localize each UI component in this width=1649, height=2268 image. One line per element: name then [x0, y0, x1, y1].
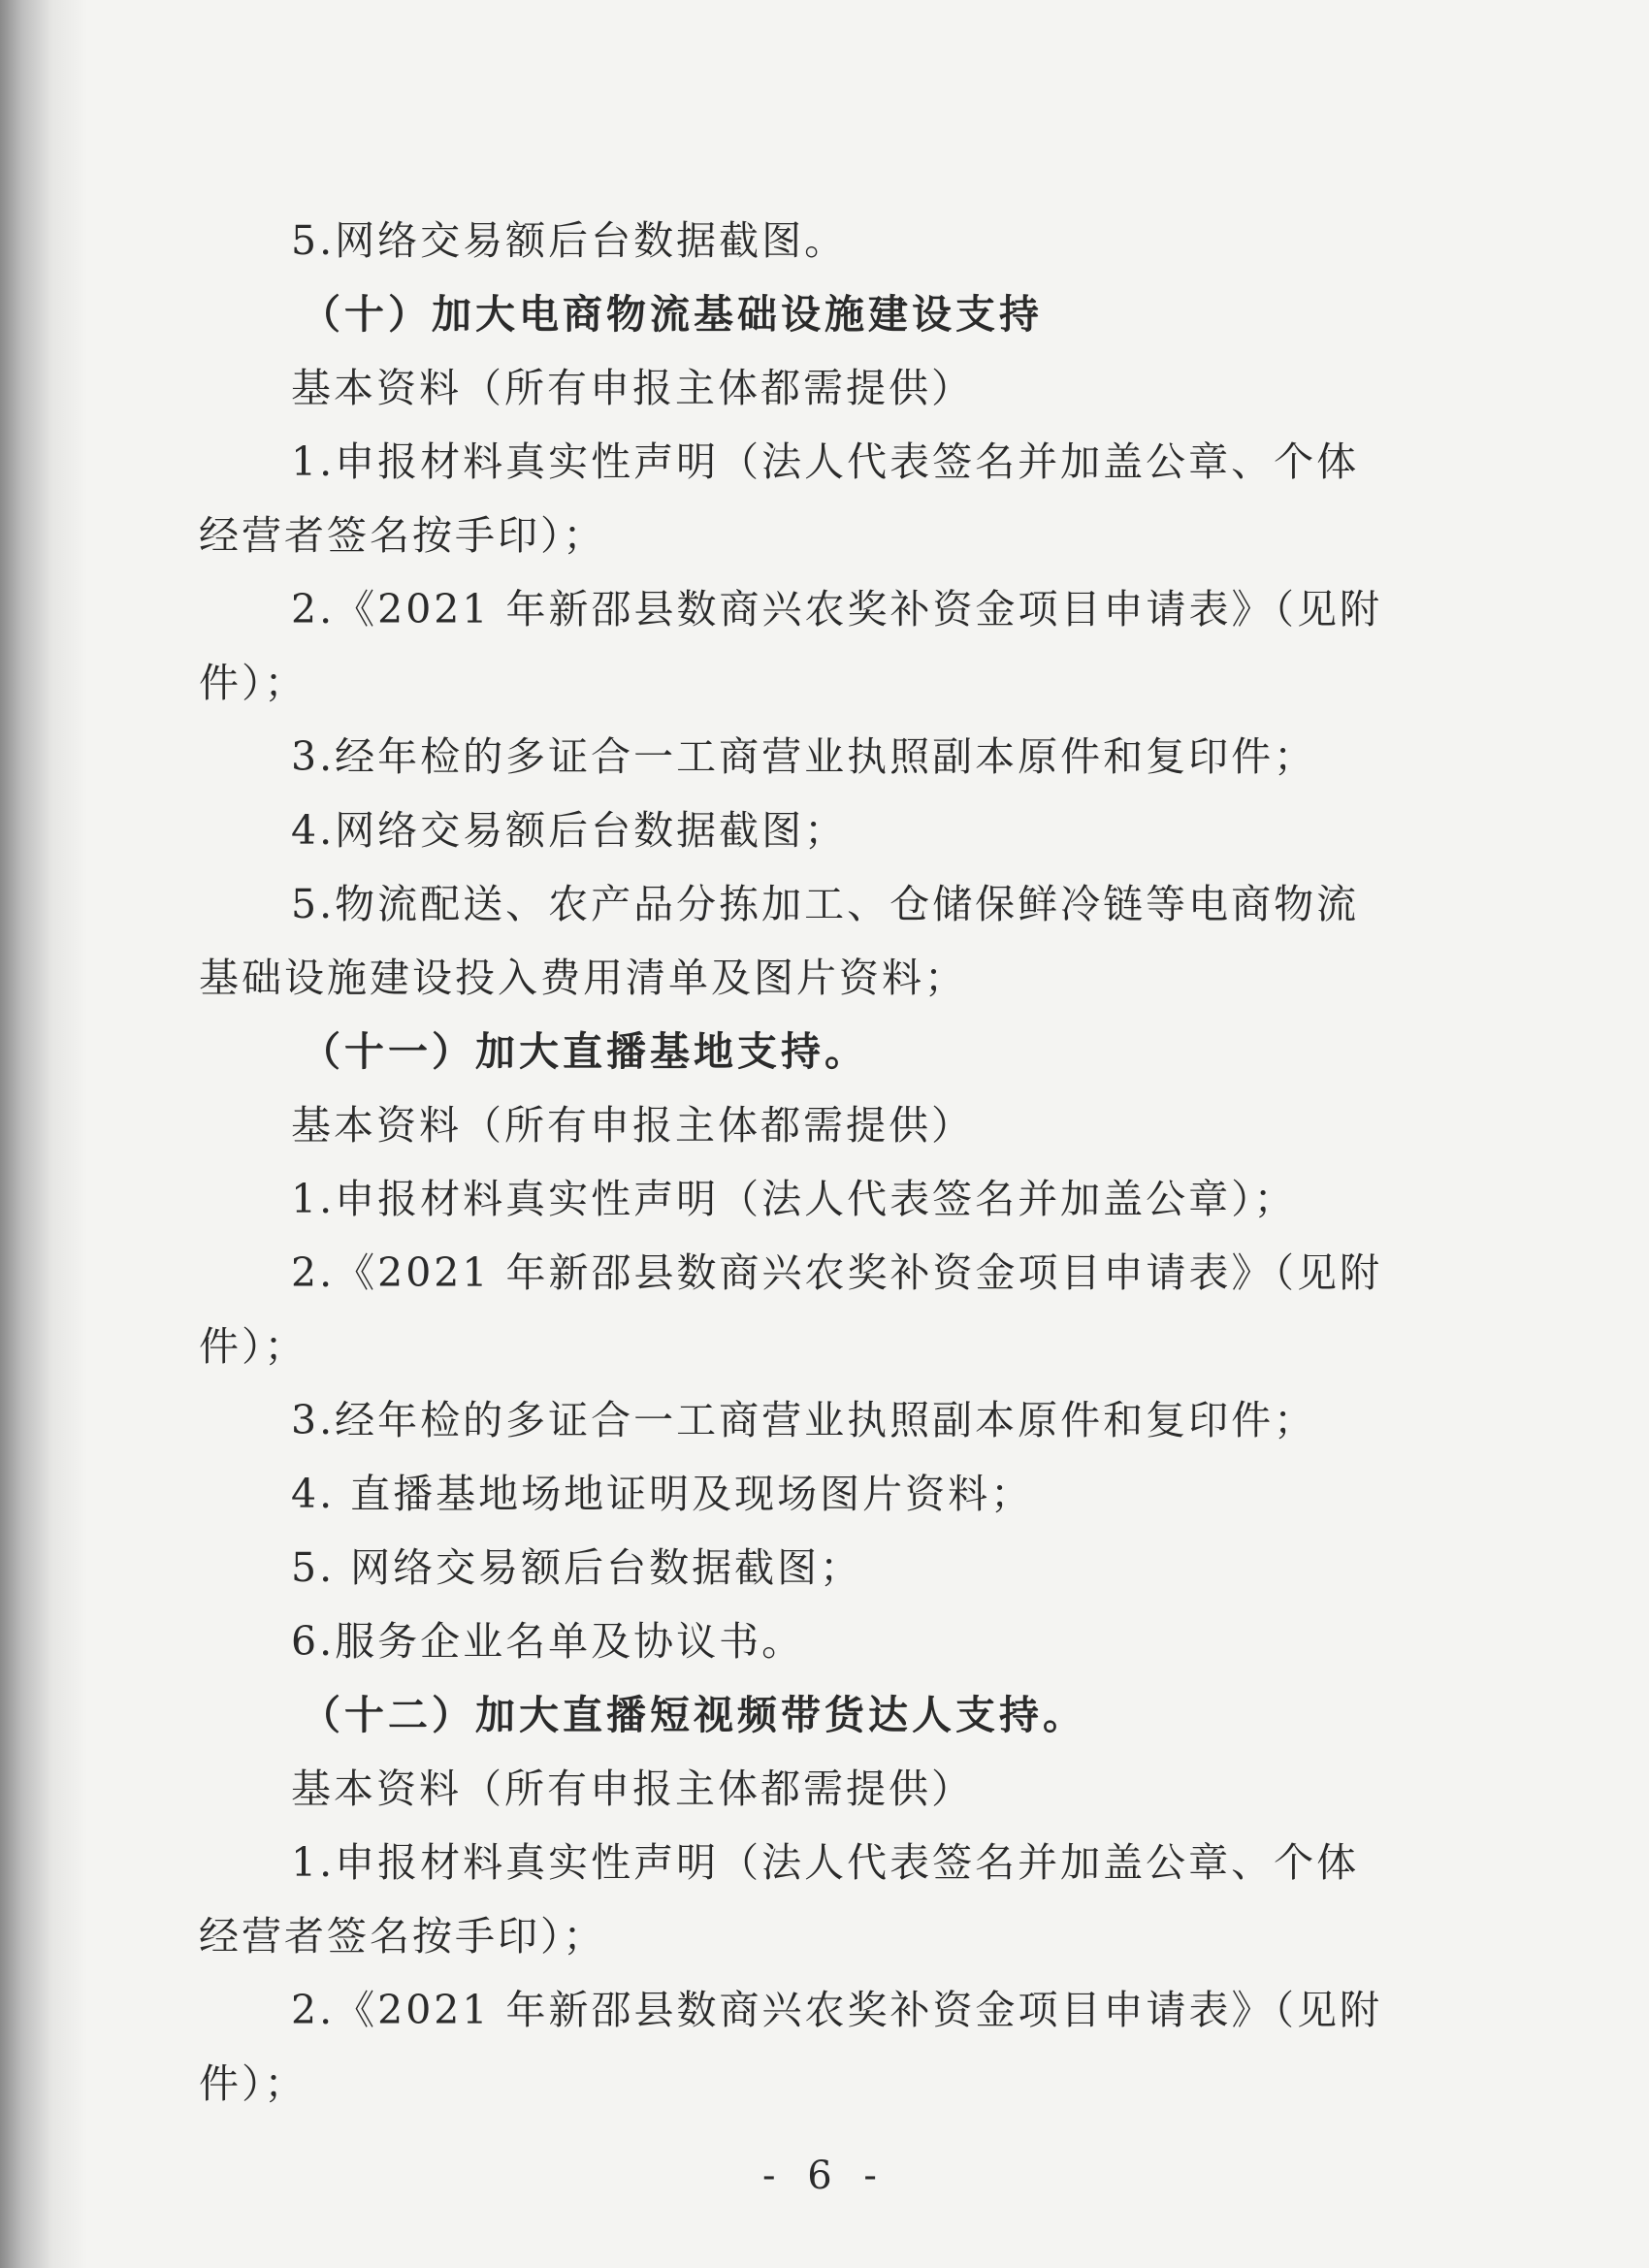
text-line: 经营者签名按手印）；	[199, 512, 606, 559]
text-line: 基础设施建设投入费用清单及图片资料；	[199, 955, 967, 1001]
text-line: 2.《2021 年新邵县数商兴农奖补资金项目申请表》（见附	[291, 1987, 1382, 2033]
section-heading: （十）加大电商物流基础设施建设支持	[301, 291, 1043, 338]
text-line: 5.物流配送、农产品分拣加工、仓储保鲜冷链等电商物流	[291, 881, 1360, 927]
text-line: 2.《2021 年新邵县数商兴农奖补资金项目申请表》（见附	[291, 586, 1382, 632]
text-line: 1.申报材料真实性声明（法人代表签名并加盖公章）；	[291, 1176, 1297, 1222]
text-line: 4.网络交易额后台数据截图；	[291, 807, 848, 854]
text-line: 件）；	[199, 2060, 307, 2107]
text-line: 基本资料（所有申报主体都需提供）	[291, 365, 974, 411]
text-line: 3.经年检的多证合一工商营业执照副本原件和复印件；	[291, 733, 1317, 780]
text-line: 5. 网络交易额后台数据截图；	[291, 1544, 863, 1591]
section-heading: （十二）加大直播短视频带货达人支持。	[301, 1692, 1086, 1738]
text-line: 基本资料（所有申报主体都需提供）	[291, 1102, 974, 1149]
text-line: 件）；	[199, 660, 307, 706]
text-line: 6.服务企业名单及协议书。	[291, 1618, 805, 1665]
document-body	[199, 204, 1392, 2121]
text-line: 2.《2021 年新邵县数商兴农奖补资金项目申请表》（见附	[291, 1249, 1382, 1296]
text-line: 1.申报材料真实性声明（法人代表签名并加盖公章、个体	[291, 438, 1360, 485]
page-number: - 6 -	[762, 2154, 887, 2198]
scan-shadow-edge	[0, 0, 87, 2268]
text-line: 4. 直播基地场地证明及现场图片资料；	[291, 1471, 1034, 1517]
text-line: 3.经年检的多证合一工商营业执照副本原件和复印件；	[291, 1397, 1317, 1443]
text-line: 经营者签名按手印）；	[199, 1913, 606, 1960]
text-line: 基本资料（所有申报主体都需提供）	[291, 1766, 974, 1812]
section-heading: （十一）加大直播基地支持。	[301, 1028, 868, 1075]
text-line: 1.申报材料真实性声明（法人代表签名并加盖公章、个体	[291, 1839, 1360, 1886]
text-line: 5.网络交易额后台数据截图。	[291, 217, 848, 264]
text-line: 件）；	[199, 1323, 307, 1370]
